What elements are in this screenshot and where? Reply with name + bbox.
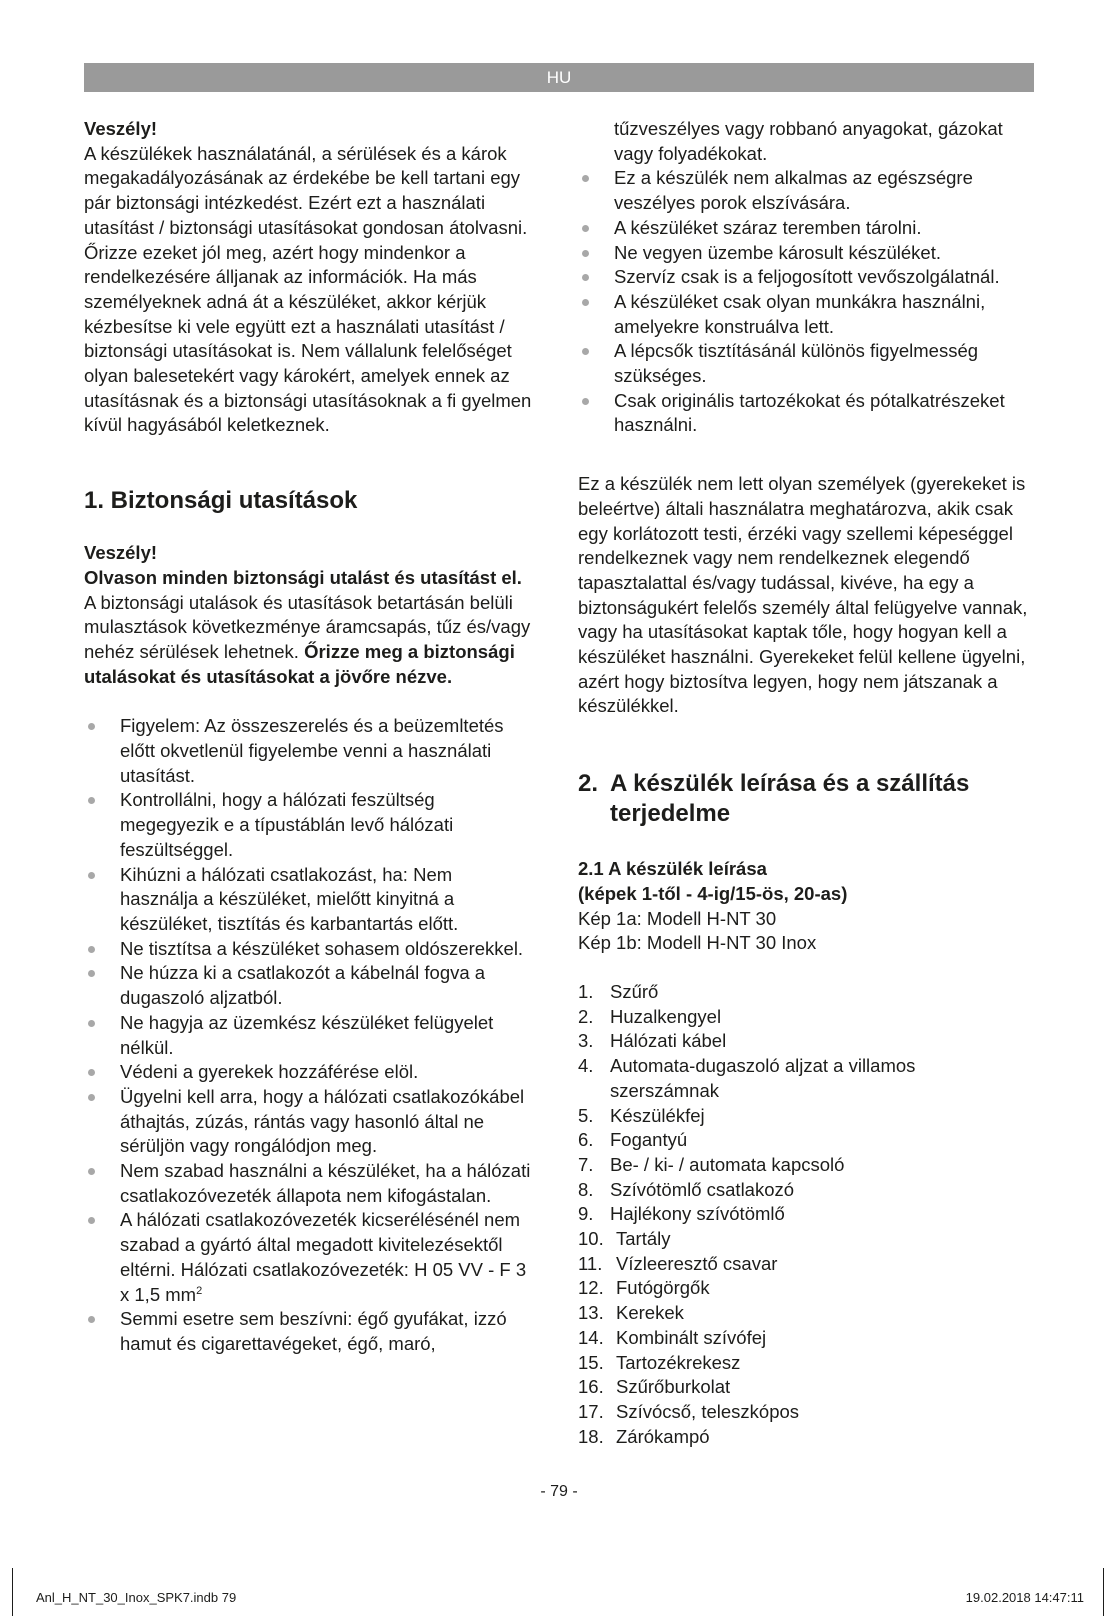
subsection-2-1-images: (képek 1-től - 4-ig/15-ös, 20-as) <box>578 882 848 904</box>
part-label: Automata-dugaszoló aljzat a villamos <box>610 1055 916 1077</box>
part-label: Vízleeresztő csavar <box>616 1252 778 1274</box>
intro-warning-text: A készülékek használatánál, a sérülések és a károk megakadályozásának az érdekébe be kell tartani egy pár biztonsági intézkedést. Ezért ezt a használati utasítást / biztonsági utasításokat gondosan átolvasni. Őrizze ezeket jól meg, azért hogy mindenkor a rendelkezésére álljanak az információk. Ha más személyeknek adná át a készüléket, akkor kérjük kézbesítse ki vele együtt ezt a használati utasítást / biztonsági utasításokat is. Nem vállalunk felelőséget olyan balesetekért vagy károkért, amelyek ennek az utasításnak és a biztonsági utasításoknak a fi gyelmen kívül hagyásából keletkeznek. <box>84 142 532 436</box>
section-1-bold-lead: Olvason minden biztonsági utalást és utasítást el. <box>84 566 522 588</box>
part-label: Tartozékrekesz <box>616 1351 741 1373</box>
print-file-info: Anl_H_NT_30_Inox_SPK7.indb 79 <box>36 1590 237 1605</box>
image-caption-1a: Kép 1a: Modell H-NT 30 <box>578 907 777 929</box>
list-item: Ne vegyen üzembe károsult készüléket. <box>578 241 1038 266</box>
language-label: HU <box>546 68 572 87</box>
section-1-warning-title: Veszély! <box>84 542 158 564</box>
left-column <box>84 117 534 1357</box>
part-number: 11. <box>578 1252 603 1274</box>
list-item: Kontrollálni, hogy a hálózati feszültség megegyezik e a típustáblán levő hálózati feszültséggel. <box>84 788 534 862</box>
part-label: Fogantyú <box>610 1129 688 1151</box>
parts-list <box>578 980 1038 1449</box>
section-2-title <box>578 769 1038 829</box>
list-item <box>578 1252 1038 1277</box>
right-column <box>578 117 1038 1449</box>
part-number: 5. <box>578 1104 594 1126</box>
list-item <box>578 1326 1038 1351</box>
list-item: Védeni a gyerekek hozzáférése elöl. <box>84 1060 534 1085</box>
page-number: - 79 - <box>540 1483 578 1500</box>
part-label: Be- / ki- / automata kapcsoló <box>610 1153 845 1175</box>
section-1-intro <box>84 566 534 690</box>
part-number: 15. <box>578 1351 604 1373</box>
safety-bullet-list <box>84 714 534 1356</box>
part-label: Szűrő <box>610 980 659 1002</box>
list-item: Szervíz csak is a feljogosított vevőszolgálatnál. <box>578 265 1038 290</box>
part-number: 3. <box>578 1030 594 1052</box>
part-label: Zárókampó <box>616 1425 710 1447</box>
list-item <box>578 1425 1038 1450</box>
part-number: 16. <box>578 1376 604 1398</box>
list-item <box>578 1104 1038 1129</box>
list-item <box>578 1227 1038 1252</box>
part-number: 9. <box>578 1203 594 1225</box>
list-item: Ügyelni kell arra, hogy a hálózati csatlakozókábel áthajtás, zúzás, rántás vagy hasonló által ne sérüljön vagy rongálódjon meg. <box>84 1085 534 1159</box>
part-label: Futógörgők <box>616 1277 710 1299</box>
list-item <box>578 1005 1038 1030</box>
part-label: szerszámnak <box>610 1079 719 1101</box>
part-label: Tartály <box>616 1228 671 1250</box>
language-header-bar <box>84 63 1034 92</box>
list-item: Ez a készülék nem alkalmas az egészségre veszélyes porok elszívására. <box>578 166 1038 215</box>
part-number: 4. <box>578 1055 594 1077</box>
list-item <box>578 1054 1038 1079</box>
list-item: Ne húzza ki a csatlakozót a kábelnál fogva a dugaszoló aljzatból. <box>84 961 534 1010</box>
part-label: Hajlékony szívótömlő <box>610 1203 785 1225</box>
list-item: A készüléket száraz teremben tárolni. <box>578 216 1038 241</box>
part-number: 8. <box>578 1178 594 1200</box>
bullet-continuation: tűzveszélyes vagy robbanó anyagokat, gázokat vagy folyadékokat. <box>614 118 1003 164</box>
part-label: Készülékfej <box>610 1104 705 1126</box>
list-item: Figyelem: Az összeszerelés és a beüzemltetés előtt okvetlenül figyelembe venni a használati utasítást. <box>84 714 534 788</box>
part-label: Kerekek <box>616 1302 684 1324</box>
part-label: Szívócső, teleszkópos <box>616 1400 800 1422</box>
part-label: Szűrőburkolat <box>616 1376 731 1398</box>
part-number: 10. <box>578 1228 604 1250</box>
part-number: 17. <box>578 1400 604 1422</box>
cable-spec-text: A hálózati csatlakozóvezeték kicserélésénél nem szabad a gyártó által megadott kivitelezésektől eltérni. Hálózati csatlakozóvezeték: H 05 VV - F 3 x 1,5 mm <box>120 1209 527 1305</box>
list-item <box>578 1276 1038 1301</box>
part-number: 13. <box>578 1302 604 1324</box>
safety-bullet-list-continued <box>578 166 1038 438</box>
list-item <box>578 1400 1038 1425</box>
crop-mark-right <box>1103 1568 1104 1616</box>
part-label: Huzalkengyel <box>610 1005 722 1027</box>
part-number: 6. <box>578 1129 594 1151</box>
part-number: 1. <box>578 980 594 1002</box>
list-item: A lépcsők tisztításánál különös figyelmesség szükséges. <box>578 339 1038 388</box>
list-item: Ne hagyja az üzemkész készüléket felügyelet nélkül. <box>84 1011 534 1060</box>
list-item <box>578 1079 1038 1104</box>
part-number: 7. <box>578 1153 594 1175</box>
print-timestamp: 19.02.2018 14:47:11 <box>965 1590 1084 1605</box>
section-2-title-text: A készülék leírása és a szállítás terjedelme <box>610 770 970 828</box>
list-item <box>578 1202 1038 1227</box>
list-item: Kihúzni a hálózati csatlakozást, ha: Nem használja a készüléket, mielőtt kinyitná a készüléket, tisztítás és karbantartás előtt. <box>84 863 534 937</box>
section-1-title: 1. Biztonsági utasítások <box>84 487 358 515</box>
list-item: A készüléket csak olyan munkákra használni, amelyekre konstruálva lett. <box>578 290 1038 339</box>
list-item <box>578 1128 1038 1153</box>
list-item <box>578 1153 1038 1178</box>
subsection-2-1-title: 2.1 A készülék leírása <box>578 858 767 880</box>
section-1-body: A biztonsági utalások és utasítások betartásán belüli mulasztások következménye áramcsapás, tűz és/vagy nehéz sérülések lehetnek. <box>84 591 531 662</box>
part-label: Szívótömlő csatlakozó <box>610 1178 795 1200</box>
mm-superscript: 2 <box>196 1284 203 1297</box>
section-1-bold-tail: Őrizze meg a biztonsági utalásokat és utasításokat a jövőre nézve. <box>84 640 515 687</box>
image-caption-1b: Kép 1b: Modell H-NT 30 Inox <box>578 932 817 954</box>
part-number: 18. <box>578 1425 604 1447</box>
part-number: 2. <box>578 1005 594 1027</box>
child-safety-paragraph: Ez a készülék nem lett olyan személyek (gyerekeket is beleértve) általi használatra meghatározva, akik csak egy korlátozott testi, érzéki vagy szellemi képeséggel rendelkeznek vagy nem rendelkeznek elegendő tapasztalattal és/vagy tudással, kivéve, ha egy a biztonságukért felelős személy által felügyelve vannak, vagy ha utasításokat kaptak tőle, hogy hogyan kell a készüléket használni. Gyerekeket felül kellene ügyelni, azért hogy biztosítva legyen, hogy nem játszanak a készülékkel. <box>578 473 1028 717</box>
list-item <box>578 1301 1038 1326</box>
list-item <box>578 1375 1038 1400</box>
list-item <box>578 1029 1038 1054</box>
list-item: Ne tisztítsa a készüléket sohasem oldószerekkel. <box>84 937 534 962</box>
part-number: 12. <box>578 1277 604 1299</box>
crop-mark-left <box>12 1568 13 1616</box>
part-label: Kombinált szívófej <box>616 1326 767 1348</box>
list-item <box>84 1208 534 1307</box>
part-number <box>578 1079 610 1104</box>
part-label: Hálózati kábel <box>610 1030 727 1052</box>
list-item: Nem szabad használni a készüléket, ha a hálózati csatlakozóvezeték állapota nem kifogástalan. <box>84 1159 534 1208</box>
list-item: Semmi esetre sem beszívni: égő gyufákat, izzó hamut és cigarettavégeket, égő, maró, <box>84 1307 534 1356</box>
list-item <box>578 1351 1038 1376</box>
list-item: Csak originális tartozékokat és pótalkatrészeket használni. <box>578 389 1038 438</box>
part-number: 14. <box>578 1326 604 1348</box>
section-2-number: 2. <box>578 770 599 798</box>
list-item <box>578 980 1038 1005</box>
intro-warning-title: Veszély! <box>84 118 158 139</box>
list-item <box>578 1178 1038 1203</box>
